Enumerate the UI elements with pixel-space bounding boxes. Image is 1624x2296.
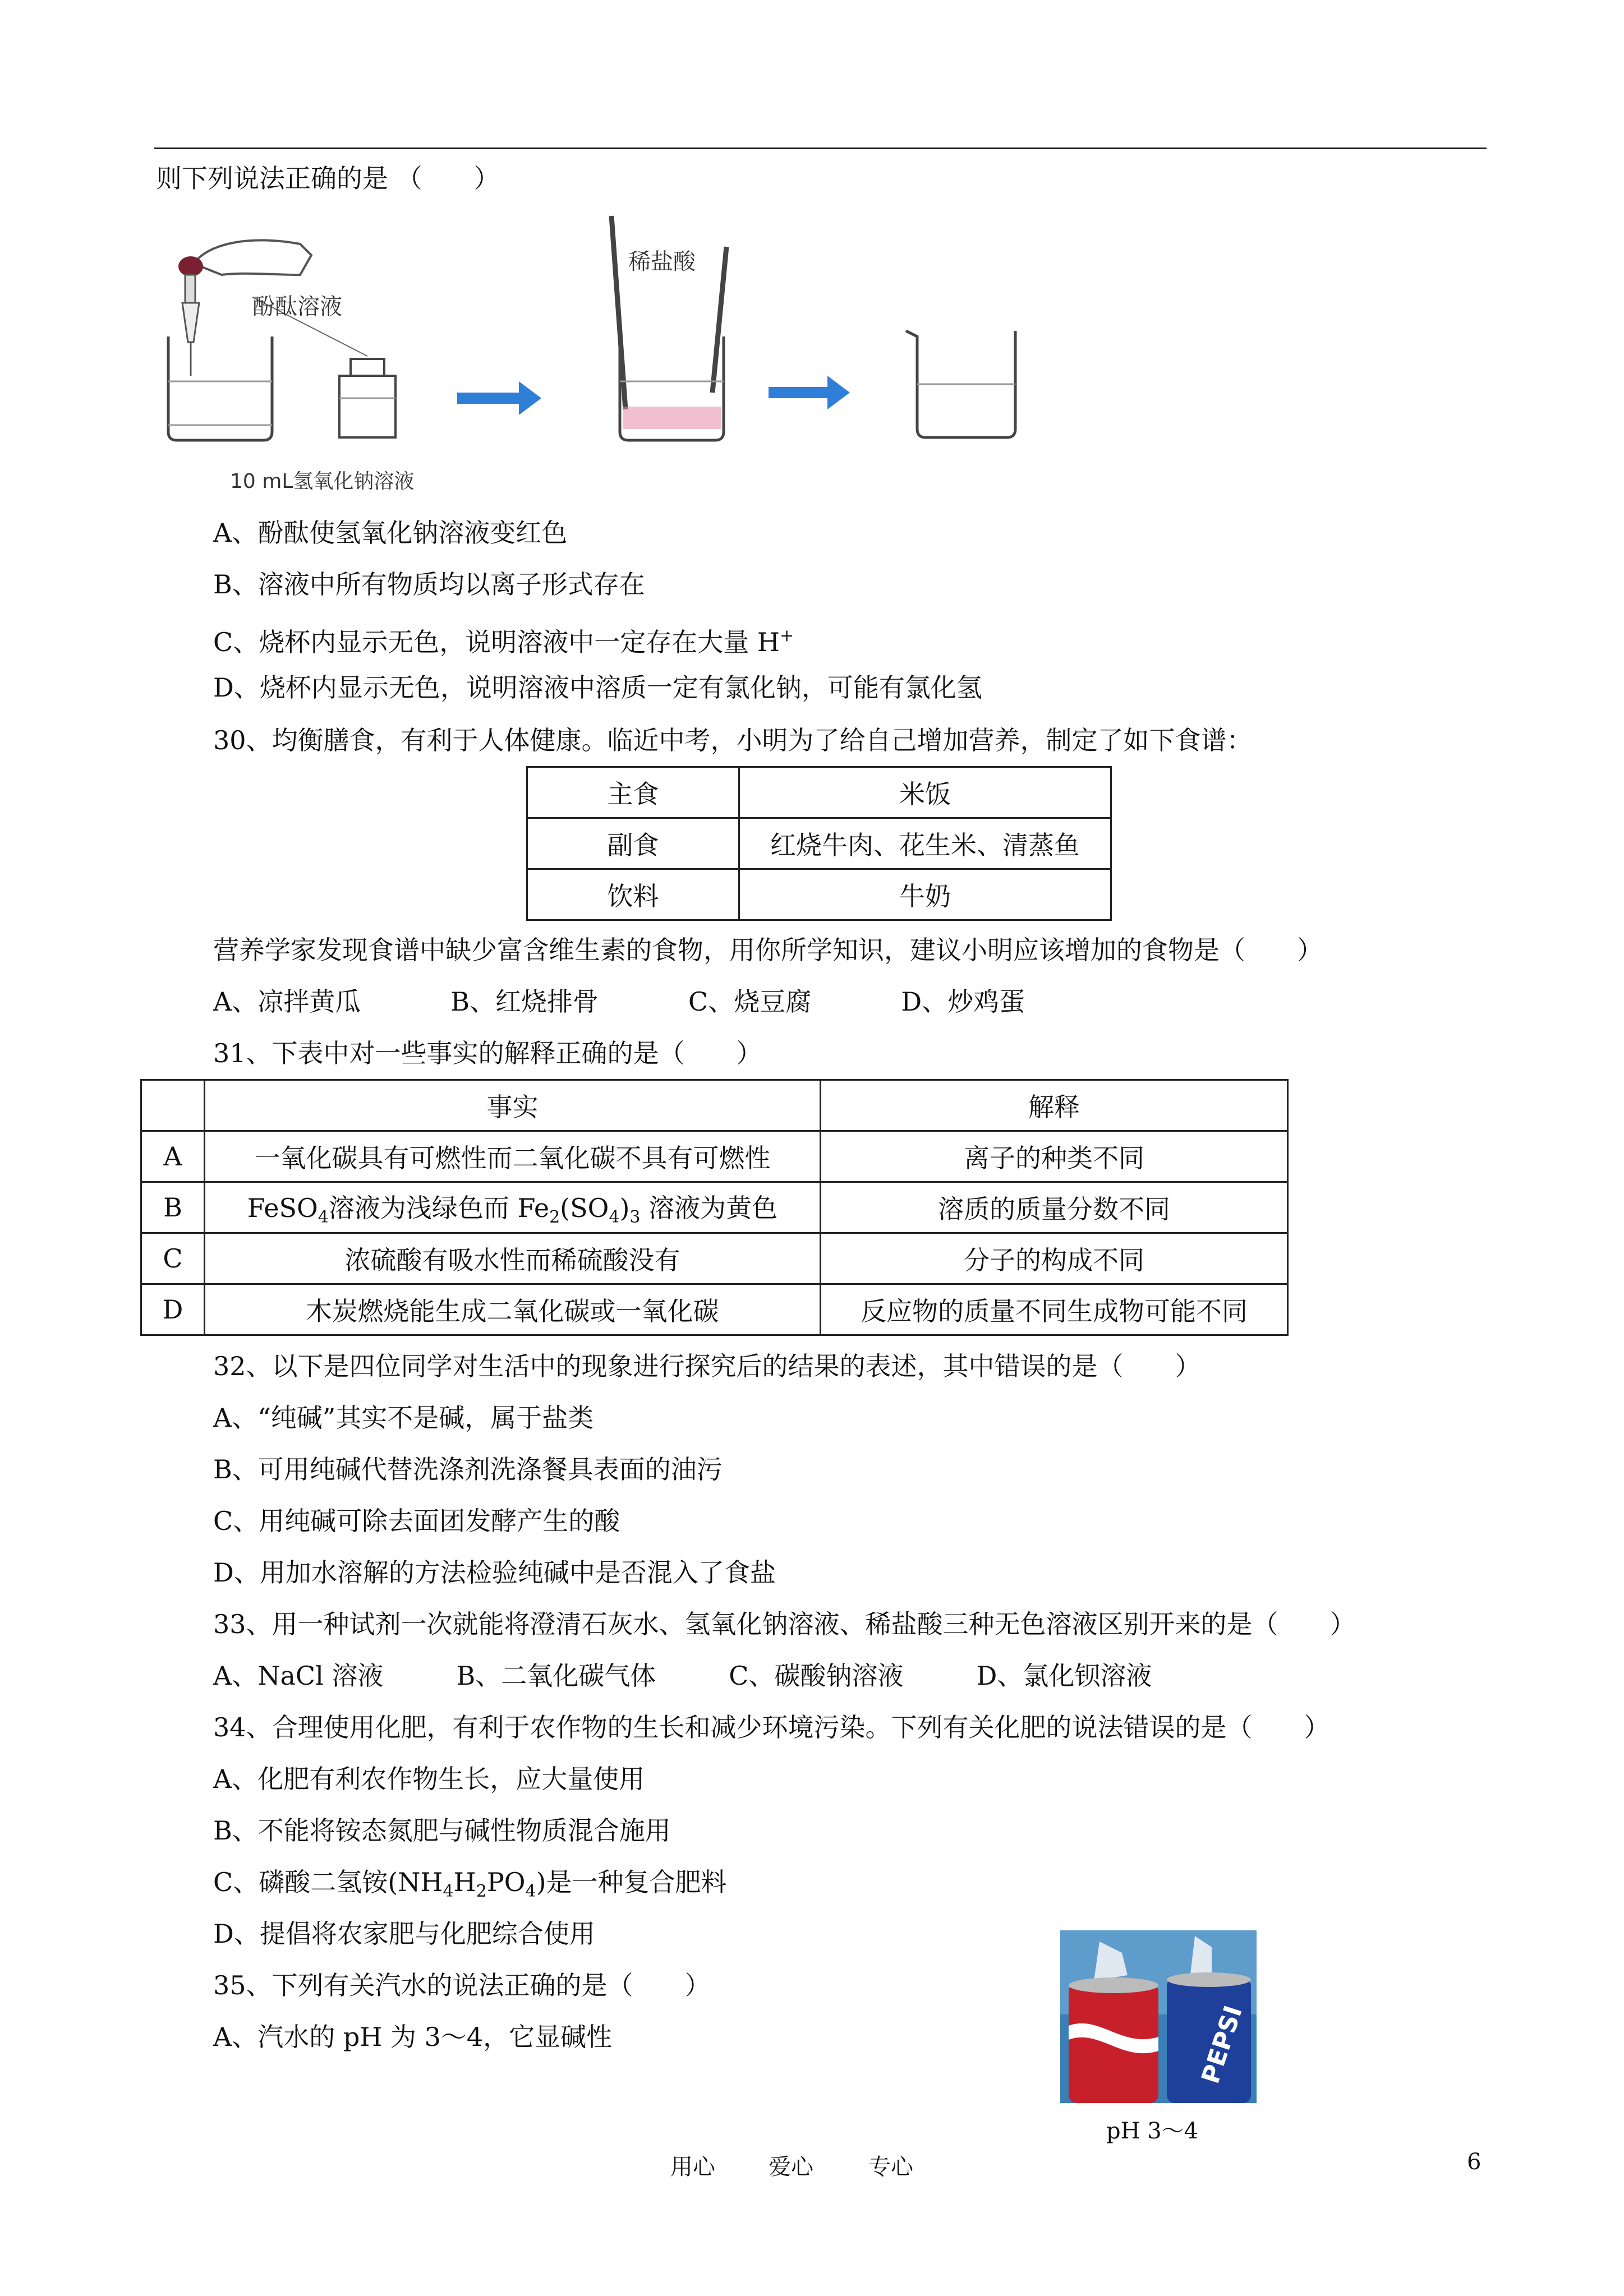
pink-liquid [623,407,721,429]
hand-icon [194,240,311,275]
soda-cans-image [1060,1930,1257,2103]
table-row: B FeSO$_4$溶液为浅绿色而 $Fe_2(SO_4)_3$ 溶液为黄色 溶质的质量分数不同 [141,1182,1288,1233]
arrow-right-icon [769,376,850,409]
q32-option-a: A、“纯碱”其实不是碱，属于盐类 [213,1403,594,1433]
footer-item-3: 专心 [868,2154,913,2180]
q35-option-a: A、汽水的 pH 为 3～4，它显碱性 [213,2022,613,2052]
experiment-figure [160,213,1035,494]
q32-option-b: B、可用纯碱代替洗涤剂洗涤餐具表面的油污 [213,1454,723,1484]
q31-stem: 31、下表中对一些事实的解释正确的是（ ） [213,1038,762,1068]
header-rule [154,147,1487,149]
q29-option-d: D、烧杯内显示无色，说明溶液中溶质一定有氯化钠，可能有氯化氢 [213,672,982,703]
q34-option-a: A、化肥有利农作物生长，应大量使用 [213,1764,645,1794]
q30-stem: 30、均衡膳食，有利于人体健康。临近中考，小明为了给自己增加营养，制定了如下食谱： [213,725,1253,755]
q33-options: A、NaCl 溶液 B、二氧化碳气体 C、碳酸钠溶液 D、氯化钡溶液 [213,1661,1152,1691]
bottle-cap-icon [351,359,384,376]
q30-table [526,766,1112,921]
q34-option-d: D、提倡将农家肥与化肥综合使用 [213,1919,595,1949]
label-base: 10 mL氢氧化钠溶液 [230,470,415,493]
q34-option-c: C、磷酸二氢铵$(NH_4H_2PO_4)$是一种复合肥料 [213,1867,727,1901]
can-text: PEPSI [1196,2002,1248,2087]
q31-table [140,1079,1289,1336]
q33-stem: 33、用一种试剂一次就能将澄清石灰水、氢氧化钠溶液、稀盐酸三种无色溶液区别开来的是（ ） [213,1609,1356,1639]
label-acid: 稀盐酸 [628,249,696,275]
q34-stem: 34、合理使用化肥，有利于农作物的生长和减少环境污染。下列有关化肥的说法错误的是（ ） [213,1712,1330,1742]
footer-item-1: 用心 [670,2154,715,2180]
q32-option-d: D、用加水溶解的方法检验纯碱中是否混入了食盐 [213,1557,776,1588]
q32-stem: 32、以下是四位同学对生活中的现象进行探究后的结果的表述，其中错误的是（ ） [213,1351,1201,1381]
page-number: 6 [1467,2149,1482,2175]
bottle-icon [339,376,395,437]
q29-option-c: C、烧杯内显示无色，说明溶液中一定存在大量 H+ [213,626,794,657]
q29-option-a: A、酚酞使氢氧化钠溶液变红色 [213,518,568,548]
dropper-bulb-icon [178,256,203,276]
q30-question: 营养学家发现食谱中缺少富含维生素的食物，用你所学知识，建议小明应该增加的食物是（ ） [213,935,1323,965]
table-row: C 浓硫酸有吸水性而稀硫酸没有 分子的构成不同 [141,1233,1288,1284]
dropper-tip-icon [182,303,199,342]
table-row: A 一氧化碳具有可燃性而二氧化碳不具有可燃性 离子的种类不同 [141,1131,1288,1182]
table-row: 副食 红烧牛肉、花生米、清蒸鱼 [527,818,1111,869]
q32-option-c: C、用纯碱可除去面团发酵产生的酸 [213,1506,620,1536]
q29-option-b: B、溶液中所有物质均以离子形式存在 [213,569,645,600]
image-caption: pH 3～4 [1106,2118,1199,2144]
table-row: 饮料 牛奶 [527,869,1111,920]
q34-option-b: B、不能将铵态氮肥与碱性物质混合施用 [213,1815,671,1846]
table-row: D 木炭燃烧能生成二氧化碳或一氧化碳 反应物的质量不同生成物可能不同 [141,1284,1288,1335]
table-row: 主食 米饭 [527,767,1111,818]
q35-stem: 35、下列有关汽水的说法正确的是（ ） [213,1970,711,2000]
arrow-right-icon [457,381,541,415]
footer-item-2: 爱心 [769,2154,813,2180]
q30-options: A、凉拌黄瓜 B、红烧排骨 C、烧豆腐 D、炒鸡蛋 [213,986,1025,1017]
intro-text: 则下列说法正确的是 （ ） [156,163,500,193]
label-dropper: 酚酞溶液 [252,294,342,320]
table-row: 事实 解释 [141,1080,1288,1131]
